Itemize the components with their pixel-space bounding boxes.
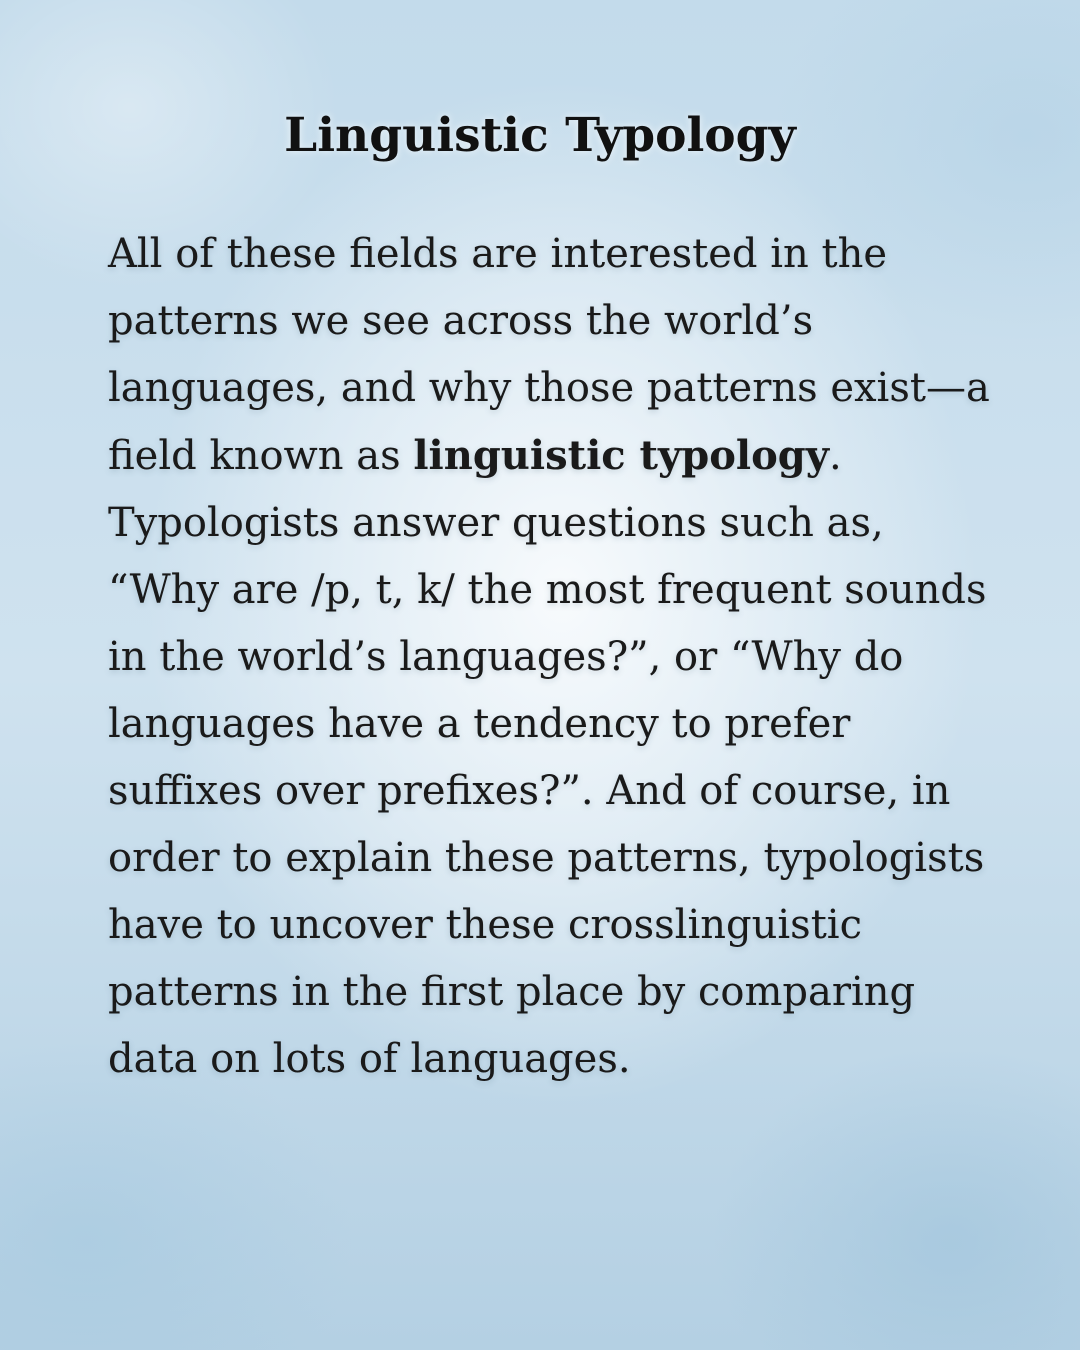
body-line: languages, and why those patterns exist—a: [108, 365, 990, 411]
body-line: languages have a tendency to prefer: [108, 701, 851, 747]
body-line: Typologists answer questions such as,: [108, 500, 884, 546]
body-line: patterns in the first place by comparing: [108, 969, 916, 1015]
body-line: order to explain these patterns, typologists: [108, 835, 985, 881]
body-text-segment: .: [829, 433, 842, 479]
body-line: All of these fields are interested in the: [108, 231, 888, 277]
body-line: have to uncover these crosslinguistic: [108, 902, 862, 948]
body-line: [108, 422, 978, 490]
page-title: Linguistic Typology: [284, 108, 796, 163]
body-line: data on lots of languages.: [108, 1036, 631, 1082]
body-line: in the world’s languages?”, or “Why do: [108, 634, 904, 680]
body-line: patterns we see across the world’s: [108, 298, 814, 344]
body-line: “Why are /p, t, k/ the most frequent sounds: [108, 567, 987, 613]
emphasized-term: linguistic typology: [413, 432, 830, 479]
body-paragraph: [108, 221, 990, 1093]
body-text-segment: field known as: [108, 433, 414, 479]
body-line: suffixes over prefixes?”. And of course, in: [108, 768, 951, 814]
